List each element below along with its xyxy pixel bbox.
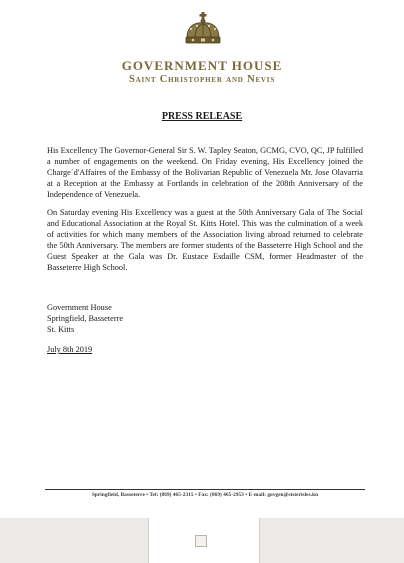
address-line-3: St. Kitts xyxy=(47,325,75,334)
address-line-1: Government House xyxy=(47,303,112,312)
address-line-2: Springfield, Basseterre xyxy=(47,314,124,323)
footer-divider xyxy=(45,489,365,490)
letterhead-subtitle: Saint Christopher and Nevis xyxy=(128,74,276,85)
paragraph-2: On Saturday evening His Excellency was a guest at the 50th Anniversary Gala of The Social and Educational Association at the Royal St. Kitts Hotel. This was the culmination of a week of activities for which many members of the Association living abroad returned to celebrate the 50th Anniversary. The members are former students of the Basseterre High School and the Guest Speaker at the Gala was Dr. Eustace Esdaille CSM, former Headmaster of the Basseterre High School. xyxy=(47,208,363,272)
scan-mark xyxy=(195,535,207,547)
paragraph-1: His Excellency The Governor-General Sir S. W. Tapley Seaton, GCMG, CVO, QC, JP fulfilled a number of engagements on the weekend. On Friday evening, His Excellency joined the Charge´d'Affaires of the Embassy of the Bolivarian Republic of Venezuela Mr. Jose Olavarria at a Reception at the Embassy at Fortlands in celebration of the 208th Anniversary of the Independence of Venezuela. xyxy=(47,146,363,199)
footer-contact: Springfield, Basseterre • Tel: (869) 465-2315 • Fax: (869) 465-2953 • E-mail: govgen@sisterisles.kn xyxy=(91,492,319,498)
document-date: July 8th 2019 xyxy=(47,345,93,354)
document-title: PRESS RELEASE xyxy=(161,111,243,122)
crown-icon xyxy=(183,12,223,46)
letterhead-title: GOVERNMENT HOUSE xyxy=(121,58,283,73)
sender-address xyxy=(47,302,123,335)
